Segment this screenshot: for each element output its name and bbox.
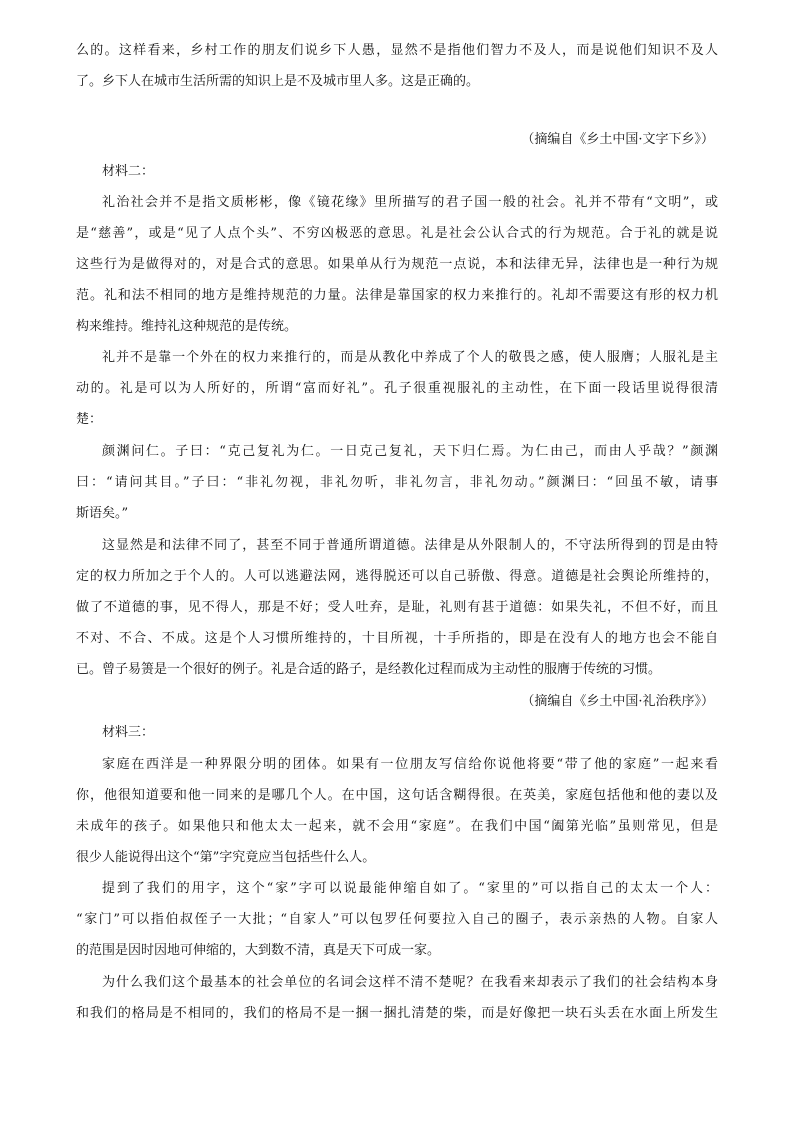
text-line: 很少人能说得出这个“第”字究竟应当包括些什么人。 xyxy=(76,850,376,865)
text-line: 为什么我们这个最基本的社会单位的名词会这样不清不楚呢？在我看来却表示了我们的社会结构本身 xyxy=(102,975,718,990)
text-line: 么的。这样看来，乡村工作的朋友们说乡下人愚，显然不是指他们智力不及人，而是说他们知识不及人 xyxy=(76,43,718,58)
paragraph-7 xyxy=(76,873,718,966)
text-line: 和我们的格局是不相同的，我们的格局不是一捆一捆扎清楚的柴，而是好像把一块石头丢在水面上所发生 xyxy=(76,1006,718,1021)
text-line: 范。礼和法不相同的地方是维持规范的力量。法律是靠国家的权力来推行的。礼却不需要这有形的权力机 xyxy=(76,288,718,303)
text-line: 定的权力所加之于个人的。人可以逃避法网，逃得脱还可以自己骄傲、得意。道德是社会舆论所维持的， xyxy=(76,569,718,584)
text-line: 家庭在西洋是一种界限分明的团体。如果有一位朋友写信给你说他将要“带了他的家庭”一起来看 xyxy=(102,757,718,772)
text-line: 未成年的孩子。如果他只和他太太一起来，就不会用“家庭”。在我们中国“阖第光临”虽则常见，但是 xyxy=(76,819,718,834)
material-2-heading: 材料二： xyxy=(102,164,155,179)
text-line: 斯语矣。” xyxy=(76,506,129,521)
source-citation-2: （摘编自《乡土中国·礼治秩序》） xyxy=(521,694,714,709)
text-line: 礼并不是靠一个外在的权力来推行的，而是从教化中养成了个人的敬畏之感，使人服膺；人服礼是主 xyxy=(102,350,718,365)
text-line: 动的。礼是可以为人所好的，所谓“富而好礼”。孔子很重视服礼的主动性，在下面一段话里说得很清 xyxy=(76,381,718,396)
paragraph-2 xyxy=(76,187,718,342)
paragraph-1 xyxy=(76,35,718,97)
text-line: 这显然是和法律不同了，甚至不同于普通所谓道德。法律是从外限制人的，不守法所得到的罚是由特 xyxy=(102,538,718,553)
text-line: 的范围是因时因地可伸缩的，大到数不清，真是天下可成一家。 xyxy=(76,943,441,958)
text-line: 你，他很知道要和他一同来的是哪几个人。在中国，这句话含糊得很。在英美，家庭包括他和他的妻以及 xyxy=(76,788,718,803)
text-line: 颜渊问仁。子曰：“克己复礼为仁。一日克己复礼，天下归仁焉。为仁由己，而由人乎哉？”颜渊 xyxy=(102,444,718,459)
paragraph-4 xyxy=(76,436,718,529)
text-line: 提到了我们的用字，这个“家”字可以说最能伸缩自如了。“家里的”可以指自己的太太一个人： xyxy=(102,881,718,896)
text-line: “家门”可以指伯叔侄子一大批；“自家人”可以包罗任何要拉入自己的圈子，表示亲热的人物。自家人 xyxy=(76,912,718,927)
text-line: 构来维持。维持礼这种规范的是传统。 xyxy=(76,319,298,334)
text-line: 楚： xyxy=(76,412,103,427)
paragraph-5 xyxy=(76,530,718,685)
material-3-heading: 材料三： xyxy=(102,725,155,740)
text-line: 不对、不合、不成。这是个人习惯所维持的，十目所视，十手所指的，即是在没有人的地方也会不能自 xyxy=(76,631,718,646)
source-citation-1: （摘编自《乡土中国·文字下乡》） xyxy=(521,132,714,147)
text-line: 已。曾子易箦是一个很好的例子。礼是合适的路子，是经教化过程而成为主动性的服膺于传统的习惯。 xyxy=(76,662,662,677)
paragraph-3 xyxy=(76,342,718,435)
text-line: 曰：“请问其目。”子曰：“非礼勿视，非礼勿听，非礼勿言，非礼勿动。”颜渊曰：“回虽不敏，请事 xyxy=(76,475,718,490)
text-line: 是“慈善”，或是“见了人点个头”、不穷凶极恶的意思。礼是社会公认合式的行为规范。合于礼的就是说 xyxy=(76,226,718,241)
text-line: 礼治社会并不是指文质彬彬，像《镜花缘》里所描写的君子国一般的社会。礼并不带有“文明”，或 xyxy=(102,195,718,210)
paragraph-8 xyxy=(76,967,718,1029)
paragraph-6 xyxy=(76,749,718,873)
text-line: 了。乡下人在城市生活所需的知识上是不及城市里人多。这是正确的。 xyxy=(76,74,480,89)
text-line: 做了不道德的事，见不得人，那是不好；受人吐弃，是耻，礼则有甚于道德：如果失礼，不但不好，而且 xyxy=(76,600,718,615)
text-line: 这些行为是做得对的，对是合式的意思。如果单从行为规范一点说，本和法律无异，法律也是一种行为规 xyxy=(76,257,718,272)
